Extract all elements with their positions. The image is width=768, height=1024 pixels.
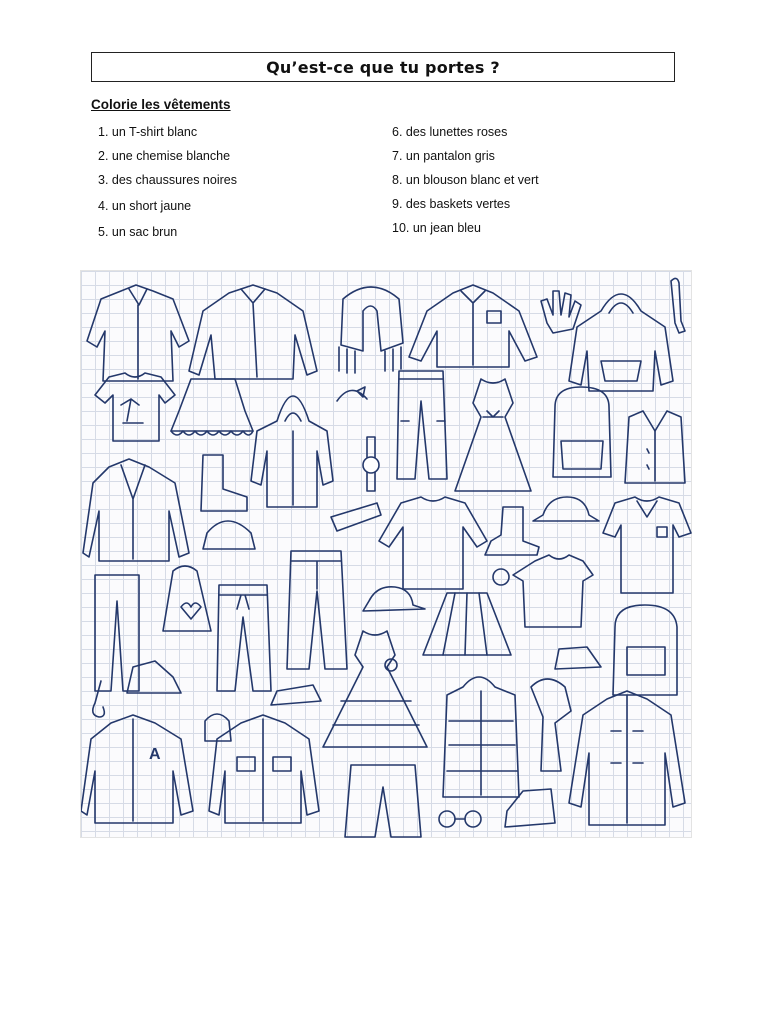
jeans-drawing bbox=[287, 551, 347, 669]
sneaker-drawing bbox=[127, 661, 181, 693]
skirt-drawing bbox=[171, 379, 253, 435]
shirt-drawing bbox=[409, 285, 537, 367]
coat-drawing bbox=[569, 691, 685, 825]
puffer-vest-drawing bbox=[443, 677, 519, 797]
flat-shoe-drawing bbox=[271, 685, 321, 705]
bucket-hat-drawing bbox=[533, 497, 599, 521]
scarf-knit-drawing bbox=[531, 679, 571, 771]
list-item: 10. un jean bleu bbox=[392, 221, 481, 235]
worksheet-title: Qu’est-ce que tu portes ? bbox=[266, 57, 500, 77]
snow-boot-drawing bbox=[505, 789, 555, 827]
longsleeve-drawing bbox=[379, 497, 487, 589]
backpack-drawing bbox=[613, 605, 677, 695]
vest-drawing bbox=[625, 411, 685, 483]
varsity-letter: A bbox=[149, 746, 161, 763]
trousers-drawing bbox=[397, 371, 447, 479]
shorts-drawing bbox=[345, 765, 421, 837]
bag-drawing bbox=[553, 387, 611, 477]
rain-boot-drawing bbox=[485, 507, 539, 555]
umbrella-drawing bbox=[671, 278, 685, 333]
tshirt-drawing bbox=[95, 373, 175, 441]
scarf-drawing bbox=[339, 287, 403, 373]
girl-top-drawing bbox=[513, 555, 593, 627]
list-item: 7. un pantalon gris bbox=[392, 149, 495, 163]
varsity-jacket-drawing bbox=[81, 715, 193, 823]
glove-drawing bbox=[541, 291, 581, 333]
list-item: 3. des chaussures noires bbox=[98, 173, 237, 187]
cap-drawing bbox=[363, 587, 425, 611]
list-item: 4. un short jaune bbox=[98, 199, 192, 213]
dress-drawing bbox=[455, 379, 531, 491]
title-box bbox=[91, 52, 675, 82]
clothing-illustration bbox=[80, 270, 692, 838]
sneaker-small-drawing bbox=[555, 647, 601, 669]
list-item: 5. un sac brun bbox=[98, 225, 178, 239]
bracelet-drawing bbox=[493, 569, 509, 585]
leggings-drawing bbox=[95, 575, 139, 691]
purse-drawing bbox=[163, 566, 211, 631]
watch-drawing bbox=[363, 437, 379, 491]
polo-drawing bbox=[603, 497, 691, 593]
blouse-drawing bbox=[87, 285, 189, 381]
boot-drawing bbox=[201, 455, 247, 511]
raincoat-drawing bbox=[251, 396, 333, 507]
zip-jacket-drawing bbox=[189, 285, 317, 379]
ruffle-dress-drawing bbox=[323, 631, 427, 747]
list-item: 8. un blouson blanc et vert bbox=[392, 173, 539, 187]
headband-drawing bbox=[337, 387, 367, 401]
list-item: 2. une chemise blanche bbox=[98, 149, 231, 163]
sandal-drawing bbox=[331, 503, 381, 531]
pleated-skirt-drawing bbox=[423, 593, 511, 655]
hoodie-drawing bbox=[569, 294, 673, 391]
blazer-drawing bbox=[83, 459, 189, 561]
clothing-drawings bbox=[81, 271, 693, 839]
list-item: 9. des baskets vertes bbox=[392, 197, 511, 211]
beanie-drawing bbox=[203, 521, 255, 549]
list-item: 1. un T-shirt blanc bbox=[98, 125, 198, 139]
baby-shoe-drawing bbox=[205, 714, 231, 741]
sweatpants-drawing bbox=[217, 585, 271, 691]
glasses-drawing bbox=[439, 811, 481, 827]
denim-jacket-drawing bbox=[209, 715, 319, 823]
instruction-heading: Colorie les vêtements bbox=[91, 97, 231, 112]
list-item: 6. des lunettes roses bbox=[392, 125, 508, 139]
